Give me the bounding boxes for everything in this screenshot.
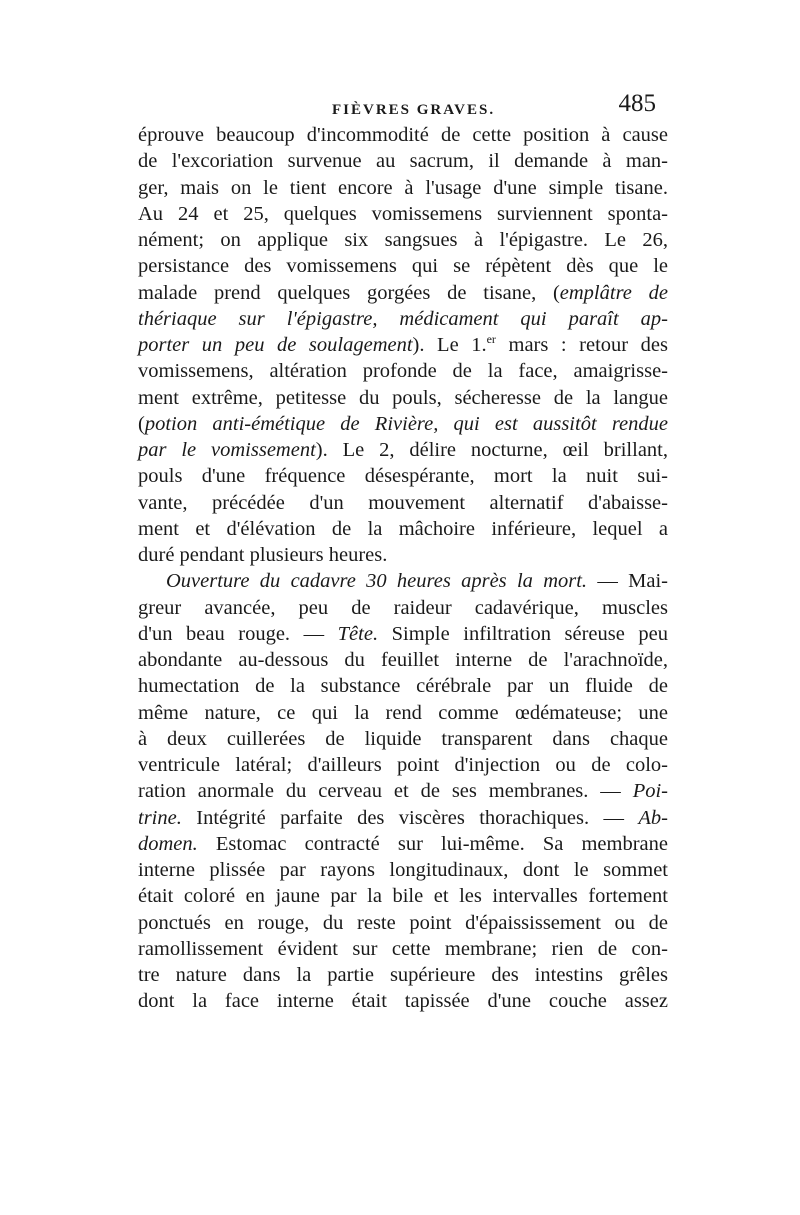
- text-run: ventricule latéral; d'ailleurs point d'injection ou de colo-: [138, 754, 668, 776]
- text-line: [138, 411, 668, 437]
- text-line: [138, 647, 668, 673]
- italic-text: thériaque sur l'épigastre, médicament qui paraît ap-: [138, 307, 668, 330]
- text-run: (: [138, 412, 145, 435]
- text-line: [138, 437, 668, 463]
- text-line: [138, 752, 668, 778]
- italic-text: Ab-: [638, 806, 668, 829]
- text-line: [138, 568, 668, 594]
- italic-text: potion anti-émétique de Rivière, qui est aussitôt rendue: [144, 412, 668, 435]
- text-line: [138, 805, 668, 831]
- text-run: persistance des vomissemens qui se répètent dès que le: [138, 255, 668, 278]
- italic-text: porter un peu de soulagement: [138, 334, 413, 356]
- text-run: Simple infiltration séreuse peu: [378, 622, 668, 645]
- text-run: d'un beau rouge. —: [138, 622, 338, 645]
- text-line: [138, 516, 668, 542]
- text-run: ). Le 2, délire nocturne, œil brillant,: [315, 439, 668, 461]
- italic-text: domen.: [138, 832, 198, 855]
- text-line: [138, 122, 668, 148]
- text-run: dont la face interne était tapissée d'une couche assez: [138, 990, 668, 1013]
- body-text: [138, 122, 668, 1015]
- text-run: ). Le 1.: [412, 334, 487, 356]
- text-line: [138, 280, 668, 306]
- text-line: [138, 988, 668, 1014]
- text-run: Estomac contracté sur lui-même. Sa membrane: [197, 832, 668, 855]
- text-run: interne plissée par rayons longitudinaux, dont le sommet: [138, 859, 668, 881]
- text-run: à deux cuillerées de liquide transparent dans chaque: [138, 727, 668, 750]
- text-run: de l'excoriation survenue au sacrum, il demande à man-: [138, 150, 668, 173]
- text-line: [138, 857, 668, 883]
- text-line: [138, 332, 668, 358]
- text-line: [138, 490, 668, 516]
- italic-text: Tête.: [337, 622, 379, 645]
- text-run: éprouve beaucoup d'incommodité de cette position à cause: [138, 124, 668, 146]
- text-line: [138, 253, 668, 279]
- text-run: ramollissement évident sur cette membrane; rien de con-: [138, 937, 668, 960]
- text-line: [138, 306, 668, 332]
- text-run: même nature, ce qui la rend comme œdémateuse; une: [138, 701, 668, 724]
- text-line: [138, 621, 668, 647]
- text-run: vante, précédée d'un mouvement alternatif d'abaisse-: [138, 491, 668, 514]
- italic-text: par le vomissement: [138, 439, 316, 461]
- italic-text: emplâtre de: [559, 281, 668, 304]
- text-run: ger, mais on le tient encore à l'usage d'une simple tisane.: [138, 176, 668, 199]
- text-line: [138, 385, 668, 411]
- text-run: mars : retour des: [495, 334, 668, 356]
- text-line: [138, 700, 668, 726]
- text-line: [138, 358, 668, 384]
- text-run: était coloré en jaune par la bile et les intervalles fortement: [138, 885, 668, 908]
- text-line: [138, 148, 668, 174]
- text-run: greur avancée, peu de raideur cadavérique, muscles: [138, 596, 668, 619]
- running-title: FIÈVRES GRAVES.: [332, 102, 496, 118]
- text-line: [138, 910, 668, 936]
- text-line: [138, 227, 668, 253]
- text-run: ration anormale du cerveau et de ses membranes. —: [138, 780, 633, 803]
- italic-text: Ouverture du cadavre 30 heures après la mort.: [166, 570, 588, 593]
- text-line: [138, 201, 668, 227]
- text-line: [138, 673, 668, 699]
- text-line: [138, 542, 668, 568]
- text-line: [138, 175, 668, 201]
- text-line: [138, 778, 668, 804]
- text-run: ment et d'élévation de la mâchoire inférieure, lequel a: [138, 517, 668, 540]
- text-run: duré pendant plusieurs heures.: [138, 544, 388, 566]
- text-line: [138, 463, 668, 489]
- text-line: [138, 962, 668, 988]
- text-line: [138, 883, 668, 909]
- text-run: — Mai-: [587, 570, 668, 593]
- italic-text: Poi-: [632, 780, 668, 803]
- text-run: Intégrité parfaite des viscères thorachiques. —: [181, 806, 639, 829]
- text-run: ponctués en rouge, du reste point d'épaississement ou de: [138, 911, 668, 934]
- page-number: 485: [618, 90, 656, 117]
- text-run: pouls d'une fréquence désespérante, mort la nuit sui-: [138, 465, 668, 488]
- running-head: [132, 88, 666, 122]
- text-run: ment extrême, petitesse du pouls, sécheresse de la langue: [138, 386, 668, 409]
- text-run: abondante au-dessous du feuillet interne de l'arachnoïde,: [138, 649, 668, 671]
- text-line: [138, 595, 668, 621]
- text-line: [138, 726, 668, 752]
- superscript: er: [486, 332, 496, 347]
- text-run: humectation de la substance cérébrale par un fluide de: [138, 675, 668, 698]
- text-line: [138, 936, 668, 962]
- text-run: vomissemens, altération profonde de la face, amaigrisse-: [138, 360, 668, 383]
- text-run: Au 24 et 25, quelques vomissemens surviennent sponta-: [138, 202, 668, 225]
- text-line: [138, 831, 668, 857]
- italic-text: trine.: [138, 806, 182, 829]
- text-run: nément; on applique six sangsues à l'épigastre. Le 26,: [138, 229, 668, 251]
- text-run: malade prend quelques gorgées de tisane, (: [138, 281, 560, 304]
- text-run: tre nature dans la partie supérieure des intestins grêles: [138, 964, 668, 986]
